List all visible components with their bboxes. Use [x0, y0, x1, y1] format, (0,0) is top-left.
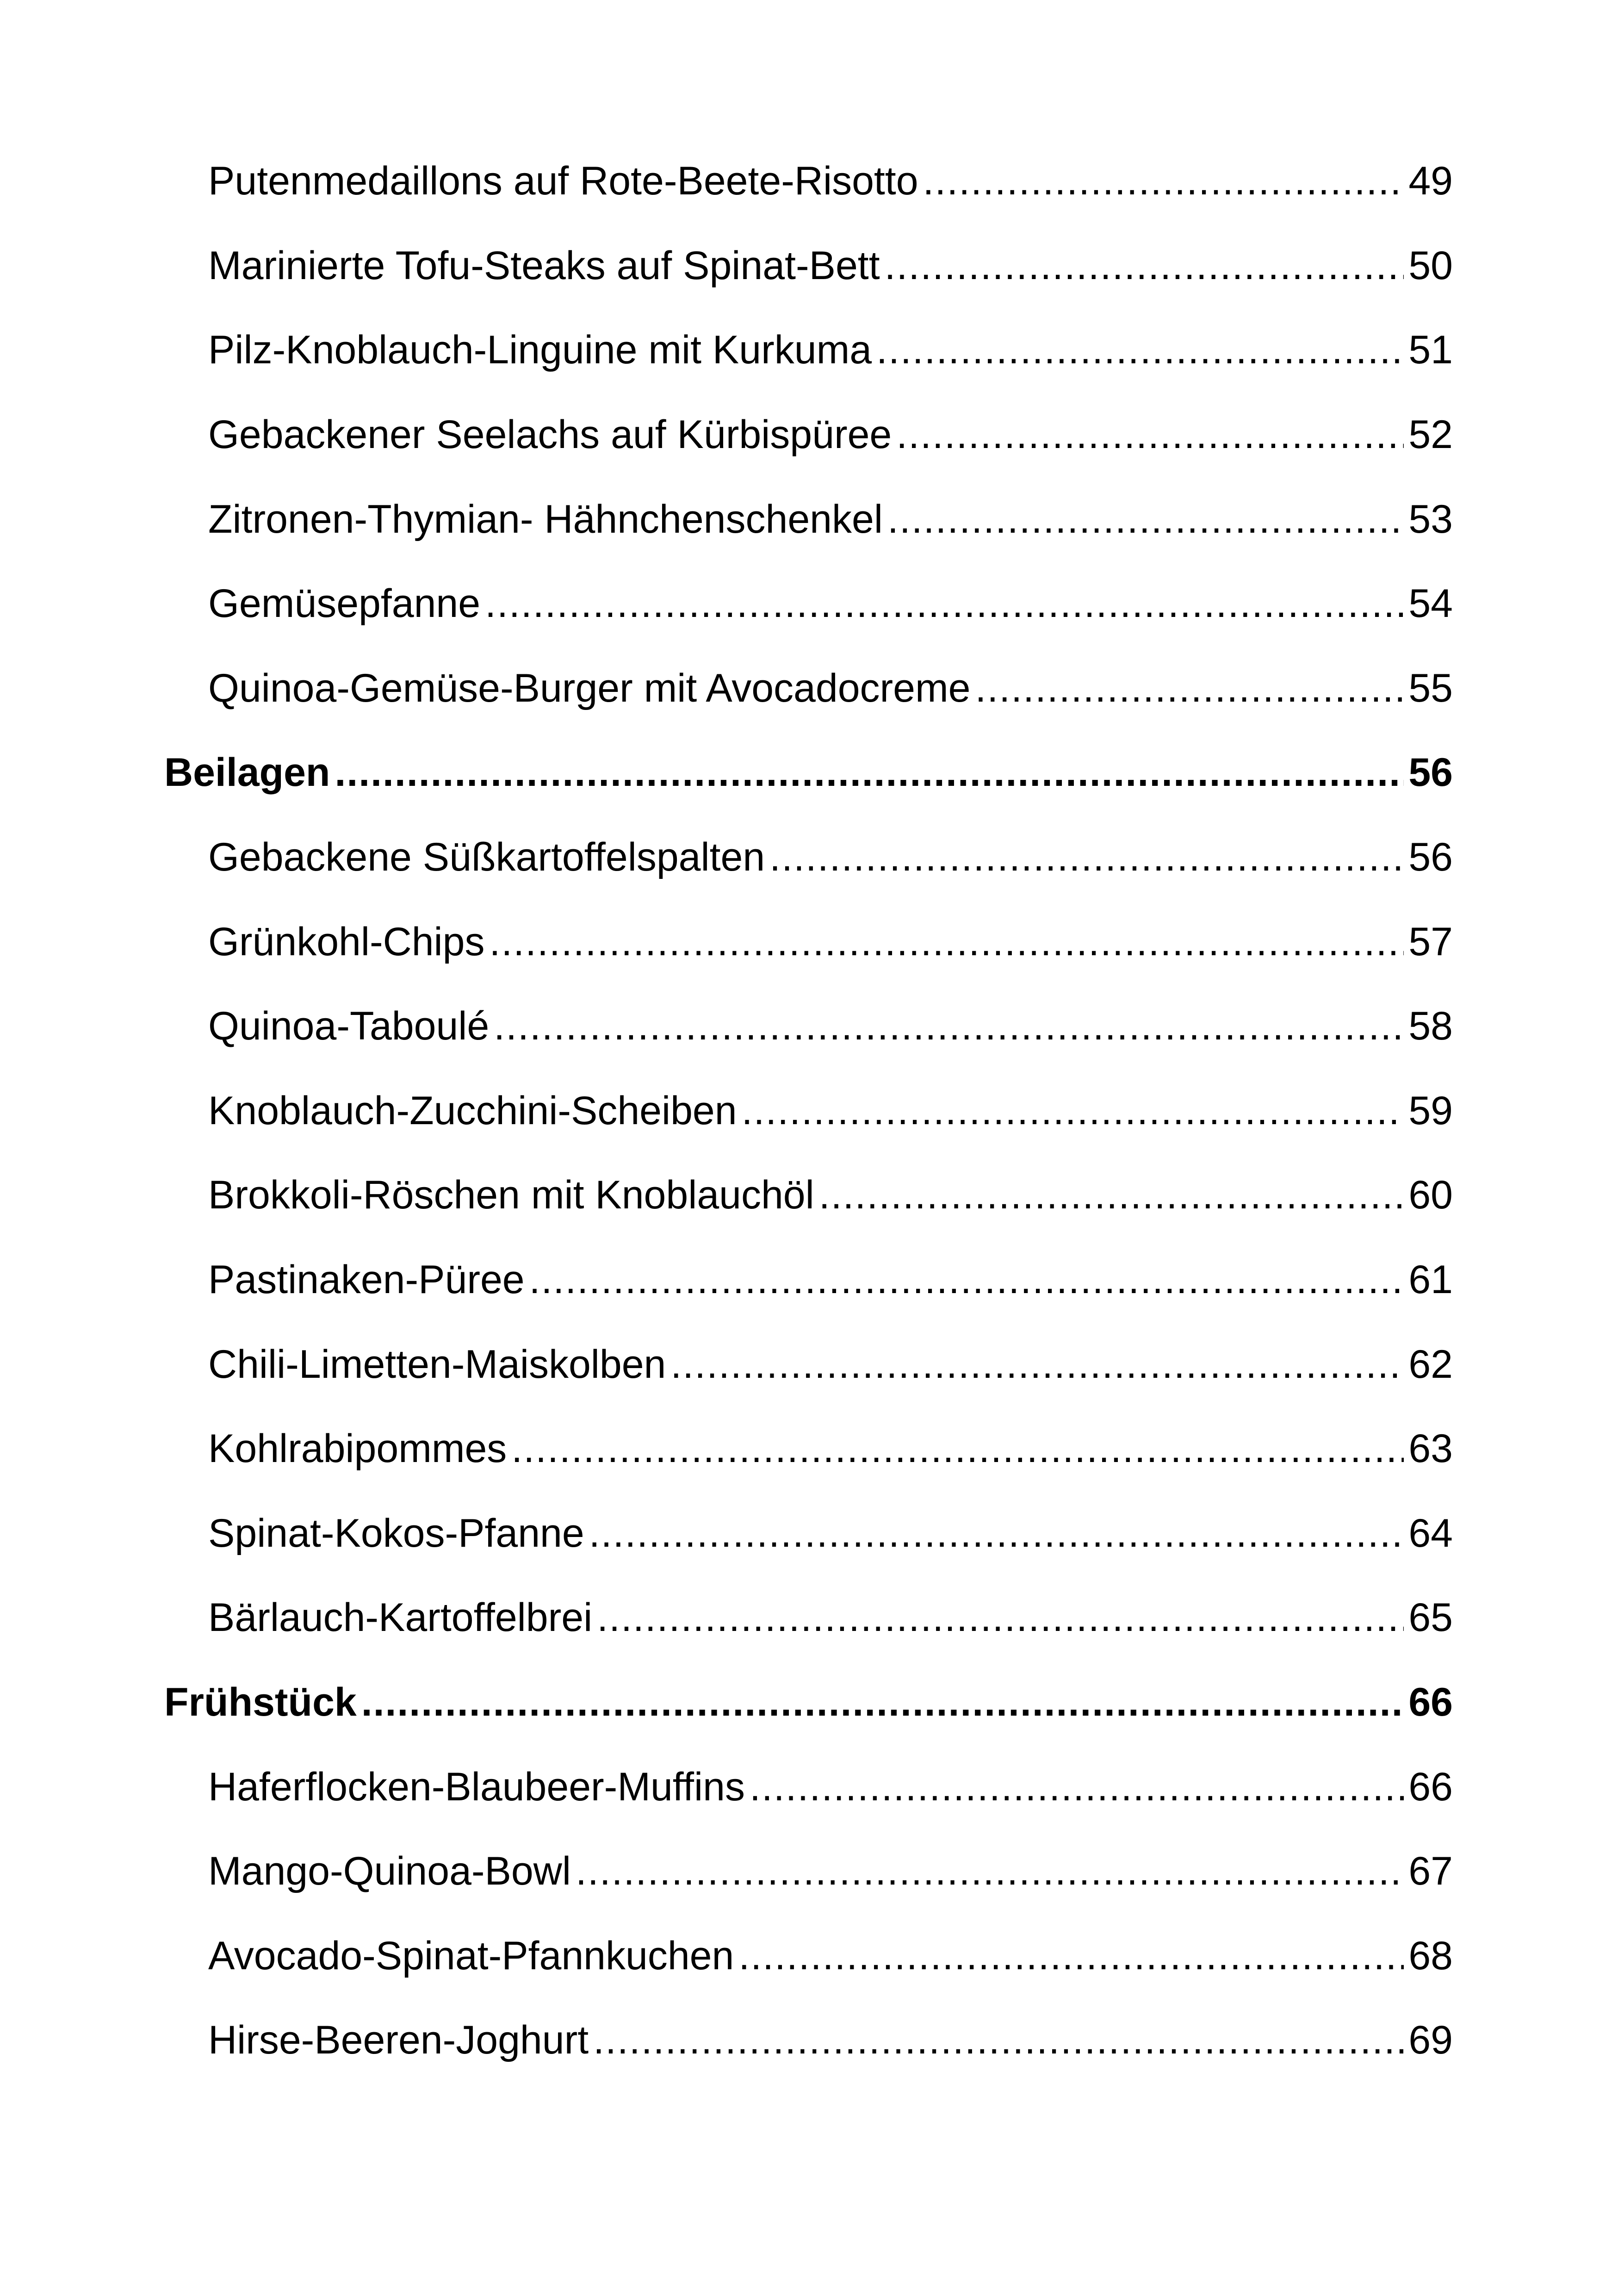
- toc-dot-leader: [485, 584, 1404, 623]
- toc-dot-leader: [335, 753, 1404, 792]
- toc-dot-leader: [923, 161, 1404, 201]
- toc-entry-title: Zitronen-Thymian- Hähnchenschenkel: [208, 497, 883, 541]
- toc-entry-title: Bärlauch-Kartoffelbrei: [208, 1595, 593, 1640]
- toc-section-row[interactable]: [164, 730, 1453, 815]
- toc-page-number: 66: [1408, 1680, 1453, 1724]
- toc-entry-title: Pilz-Knoblauch-Linguine mit Kurkuma: [208, 328, 872, 373]
- toc-page-number: 57: [1408, 919, 1453, 964]
- toc-page-number: 63: [1408, 1426, 1453, 1471]
- toc-entry-title: Gebackener Seelachs auf Kürbispüree: [208, 412, 892, 457]
- toc-entry-title: Marinierte Tofu-Steaks auf Spinat-Bett: [208, 243, 880, 288]
- toc-dot-leader: [593, 2020, 1404, 2060]
- toc-page-number: 64: [1408, 1511, 1453, 1556]
- toc-entry-row[interactable]: [164, 899, 1453, 984]
- toc-entry-title: Chili-Limetten-Maiskolben: [208, 1342, 666, 1387]
- toc-dot-leader: [750, 1767, 1404, 1807]
- toc-dot-leader: [742, 1091, 1404, 1131]
- toc-dot-leader: [494, 1006, 1404, 1046]
- toc-entry-row[interactable]: [164, 984, 1453, 1069]
- toc-entry-row[interactable]: [164, 308, 1453, 392]
- toc-entry-row[interactable]: [164, 477, 1453, 561]
- toc-dot-leader: [887, 499, 1404, 539]
- toc-page-number: 60: [1408, 1173, 1453, 1218]
- toc-dot-leader: [769, 837, 1404, 877]
- toc-section-title: Beilagen: [164, 750, 330, 795]
- toc-dot-leader: [975, 668, 1404, 708]
- toc-entry-title: Gemüsepfanne: [208, 581, 481, 626]
- toc-entry-row[interactable]: [164, 1406, 1453, 1491]
- toc-section-row[interactable]: [164, 1660, 1453, 1745]
- toc-entry-title: Putenmedaillons auf Rote-Beete-Risotto: [208, 159, 918, 204]
- toc-entry-row[interactable]: [164, 139, 1453, 224]
- toc-entry-title: Quinoa-Taboulé: [208, 1004, 490, 1049]
- toc-entry-title: Kohlrabipommes: [208, 1426, 507, 1471]
- toc-dot-leader: [670, 1344, 1404, 1384]
- toc-entry-row[interactable]: [164, 1153, 1453, 1238]
- toc-entry-title: Hirse-Beeren-Joghurt: [208, 2018, 589, 2063]
- toc-dot-leader: [361, 1682, 1404, 1722]
- toc-dot-leader: [819, 1175, 1404, 1215]
- toc-entry-row[interactable]: [164, 1998, 1453, 2083]
- toc-page-number: 52: [1408, 412, 1453, 457]
- toc-page-number: 56: [1408, 750, 1453, 795]
- toc-page-number: 58: [1408, 1004, 1453, 1049]
- toc-page-number: 56: [1408, 835, 1453, 880]
- toc-entry-row[interactable]: [164, 1575, 1453, 1660]
- toc-entry-title: Knoblauch-Zucchini-Scheiben: [208, 1088, 737, 1133]
- toc-page-number: 49: [1408, 159, 1453, 204]
- toc-page-number: 66: [1408, 1764, 1453, 1809]
- toc-entry-row[interactable]: [164, 1238, 1453, 1322]
- toc-dot-leader: [529, 1260, 1404, 1300]
- toc-page-number: 54: [1408, 581, 1453, 626]
- table-of-contents: [164, 139, 1453, 2083]
- toc-entry-row[interactable]: [164, 815, 1453, 900]
- toc-entry-title: Brokkoli-Röschen mit Knoblauchöl: [208, 1173, 814, 1218]
- toc-entry-row[interactable]: [164, 1913, 1453, 1998]
- toc-entry-title: Avocado-Spinat-Pfannkuchen: [208, 1933, 734, 1978]
- toc-entry-row[interactable]: [164, 392, 1453, 477]
- toc-entry-row[interactable]: [164, 561, 1453, 646]
- toc-entry-row[interactable]: [164, 224, 1453, 308]
- toc-entry-title: Pastinaken-Püree: [208, 1257, 525, 1302]
- toc-dot-leader: [896, 415, 1404, 454]
- toc-dot-leader: [576, 1851, 1404, 1891]
- toc-entry-title: Quinoa-Gemüse-Burger mit Avocadocreme: [208, 666, 971, 710]
- toc-dot-leader: [738, 1936, 1404, 1976]
- toc-dot-leader: [597, 1598, 1404, 1637]
- toc-page-number: 69: [1408, 2018, 1453, 2063]
- toc-page-number: 61: [1408, 1257, 1453, 1302]
- toc-entry-row[interactable]: [164, 1744, 1453, 1829]
- toc-page-number: 59: [1408, 1088, 1453, 1133]
- toc-entry-row[interactable]: [164, 1322, 1453, 1406]
- toc-page-number: 53: [1408, 497, 1453, 541]
- toc-page-number: 62: [1408, 1342, 1453, 1387]
- toc-entry-row[interactable]: [164, 646, 1453, 731]
- toc-dot-leader: [589, 1513, 1404, 1553]
- toc-entry-title: Haferflocken-Blaubeer-Muffins: [208, 1764, 745, 1809]
- toc-entry-title: Spinat-Kokos-Pfanne: [208, 1511, 584, 1556]
- toc-section-title: Frühstück: [164, 1680, 357, 1724]
- toc-entry-row[interactable]: [164, 1829, 1453, 1914]
- toc-entry-row[interactable]: [164, 1491, 1453, 1576]
- toc-page-number: 68: [1408, 1933, 1453, 1978]
- toc-entry-row[interactable]: [164, 1069, 1453, 1153]
- toc-entry-title: Grünkohl-Chips: [208, 919, 485, 964]
- toc-dot-leader: [876, 330, 1404, 370]
- toc-dot-leader: [885, 246, 1404, 286]
- toc-page-number: 55: [1408, 666, 1453, 710]
- toc-entry-title: Mango-Quinoa-Bowl: [208, 1849, 571, 1894]
- toc-dot-leader: [511, 1429, 1404, 1468]
- toc-dot-leader: [489, 922, 1404, 962]
- toc-page-number: 51: [1408, 328, 1453, 373]
- toc-page-number: 65: [1408, 1595, 1453, 1640]
- toc-page-number: 67: [1408, 1849, 1453, 1894]
- toc-page-number: 50: [1408, 243, 1453, 288]
- toc-entry-title: Gebackene Süßkartoffelspalten: [208, 835, 765, 880]
